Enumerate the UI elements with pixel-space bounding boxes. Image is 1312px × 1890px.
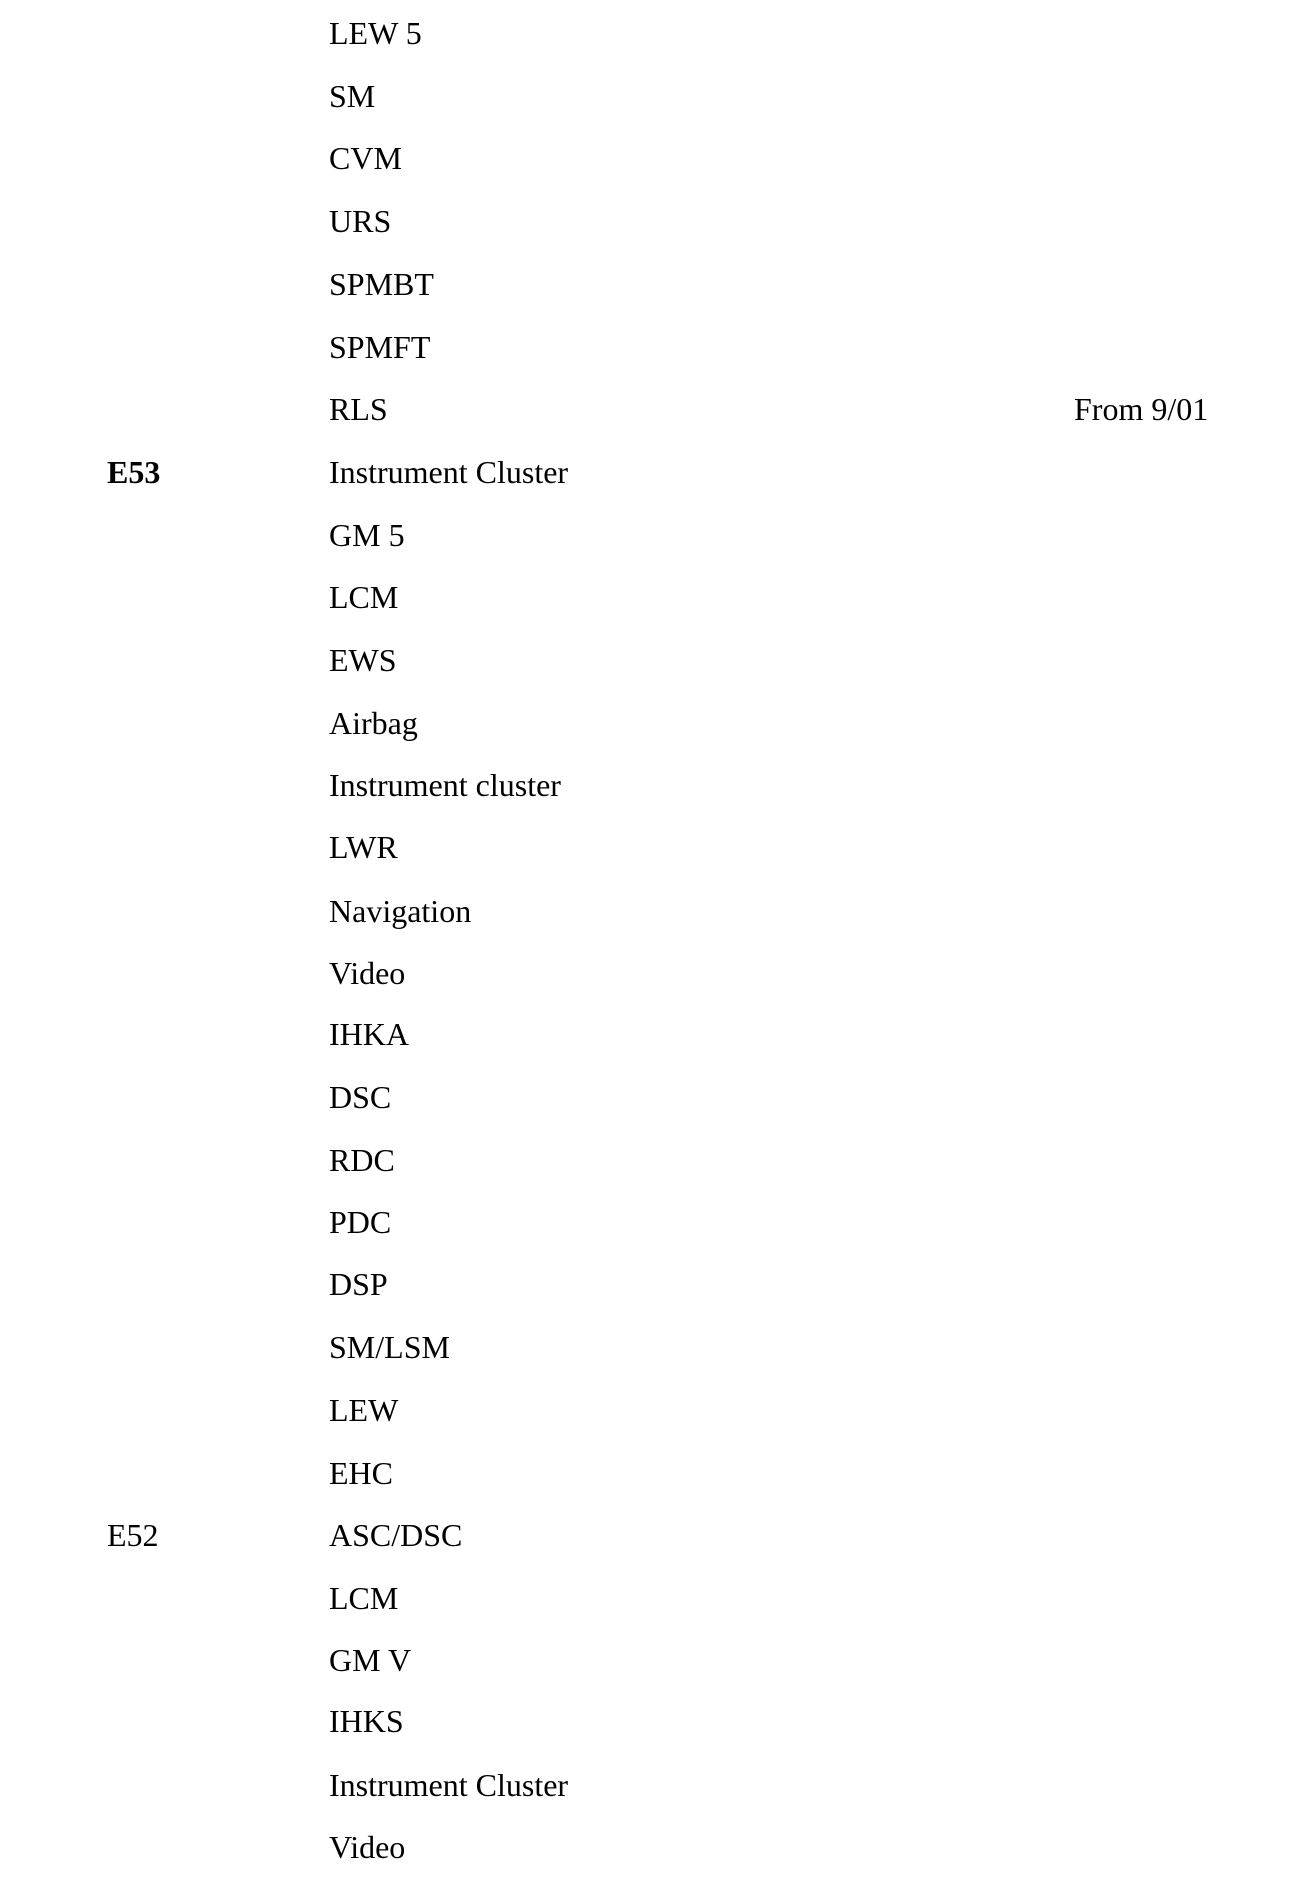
table-row <box>0 1578 1312 1641</box>
module-name: RDC <box>329 1142 395 1178</box>
table-row <box>0 452 1312 515</box>
module-name: ASC/DSC <box>329 1517 463 1553</box>
table-row <box>0 327 1312 390</box>
table-row <box>0 640 1312 703</box>
module-name: Instrument Cluster <box>329 454 569 490</box>
module-name: EWS <box>329 642 397 678</box>
table-row <box>0 827 1312 890</box>
table-row <box>0 1640 1312 1703</box>
module-name: Airbag <box>329 705 418 741</box>
module-name: IHKS <box>329 1703 404 1739</box>
module-name: IHKA <box>329 1016 409 1052</box>
module-name: GM V <box>329 1642 412 1678</box>
module-name: DSC <box>329 1079 392 1115</box>
model-code: E52 <box>107 1517 159 1553</box>
module-name: EHC <box>329 1455 393 1491</box>
table-row <box>0 1827 1312 1890</box>
table-row <box>0 765 1312 828</box>
table-row <box>0 389 1312 452</box>
module-name: SPMBT <box>329 266 434 302</box>
module-name: SPMFT <box>329 329 431 365</box>
module-name: Video <box>329 955 406 991</box>
table-row <box>0 201 1312 264</box>
module-name: Instrument cluster <box>329 767 561 803</box>
module-name: Instrument Cluster <box>329 1767 569 1803</box>
module-name: LCM <box>329 1580 399 1616</box>
table-row <box>0 1264 1312 1327</box>
module-name: CVM <box>329 140 402 176</box>
module-name: Navigation <box>329 893 472 929</box>
module-name: SM <box>329 78 376 114</box>
table-row <box>0 76 1312 139</box>
table-row <box>0 1202 1312 1265</box>
module-name: GM 5 <box>329 517 405 553</box>
module-name: SM/LSM <box>329 1329 450 1365</box>
table-row <box>0 953 1312 1016</box>
table-row <box>0 1077 1312 1140</box>
module-name: RLS <box>329 391 388 427</box>
module-name: LEW <box>329 1392 399 1428</box>
module-name: LWR <box>329 829 398 865</box>
table-row <box>0 703 1312 766</box>
model-code: E53 <box>107 454 161 490</box>
table-row <box>0 138 1312 201</box>
table-row <box>0 1140 1312 1203</box>
table-row <box>0 1327 1312 1390</box>
module-name: LCM <box>329 579 399 615</box>
module-name: PDC <box>329 1204 392 1240</box>
table-row <box>0 1765 1312 1828</box>
module-name: DSP <box>329 1266 388 1302</box>
module-name: URS <box>329 203 392 239</box>
table-row <box>0 1014 1312 1077</box>
table-row <box>0 1701 1312 1764</box>
table-row <box>0 891 1312 954</box>
table-row <box>0 1453 1312 1516</box>
table-row <box>0 515 1312 578</box>
table-row <box>0 264 1312 327</box>
table-row <box>0 13 1312 76</box>
availability-note: From 9/01 <box>1074 391 1209 427</box>
table-row <box>0 1390 1312 1453</box>
table-row <box>0 1515 1312 1578</box>
module-name: LEW 5 <box>329 15 422 51</box>
table-row <box>0 577 1312 640</box>
module-name: Video <box>329 1829 406 1865</box>
